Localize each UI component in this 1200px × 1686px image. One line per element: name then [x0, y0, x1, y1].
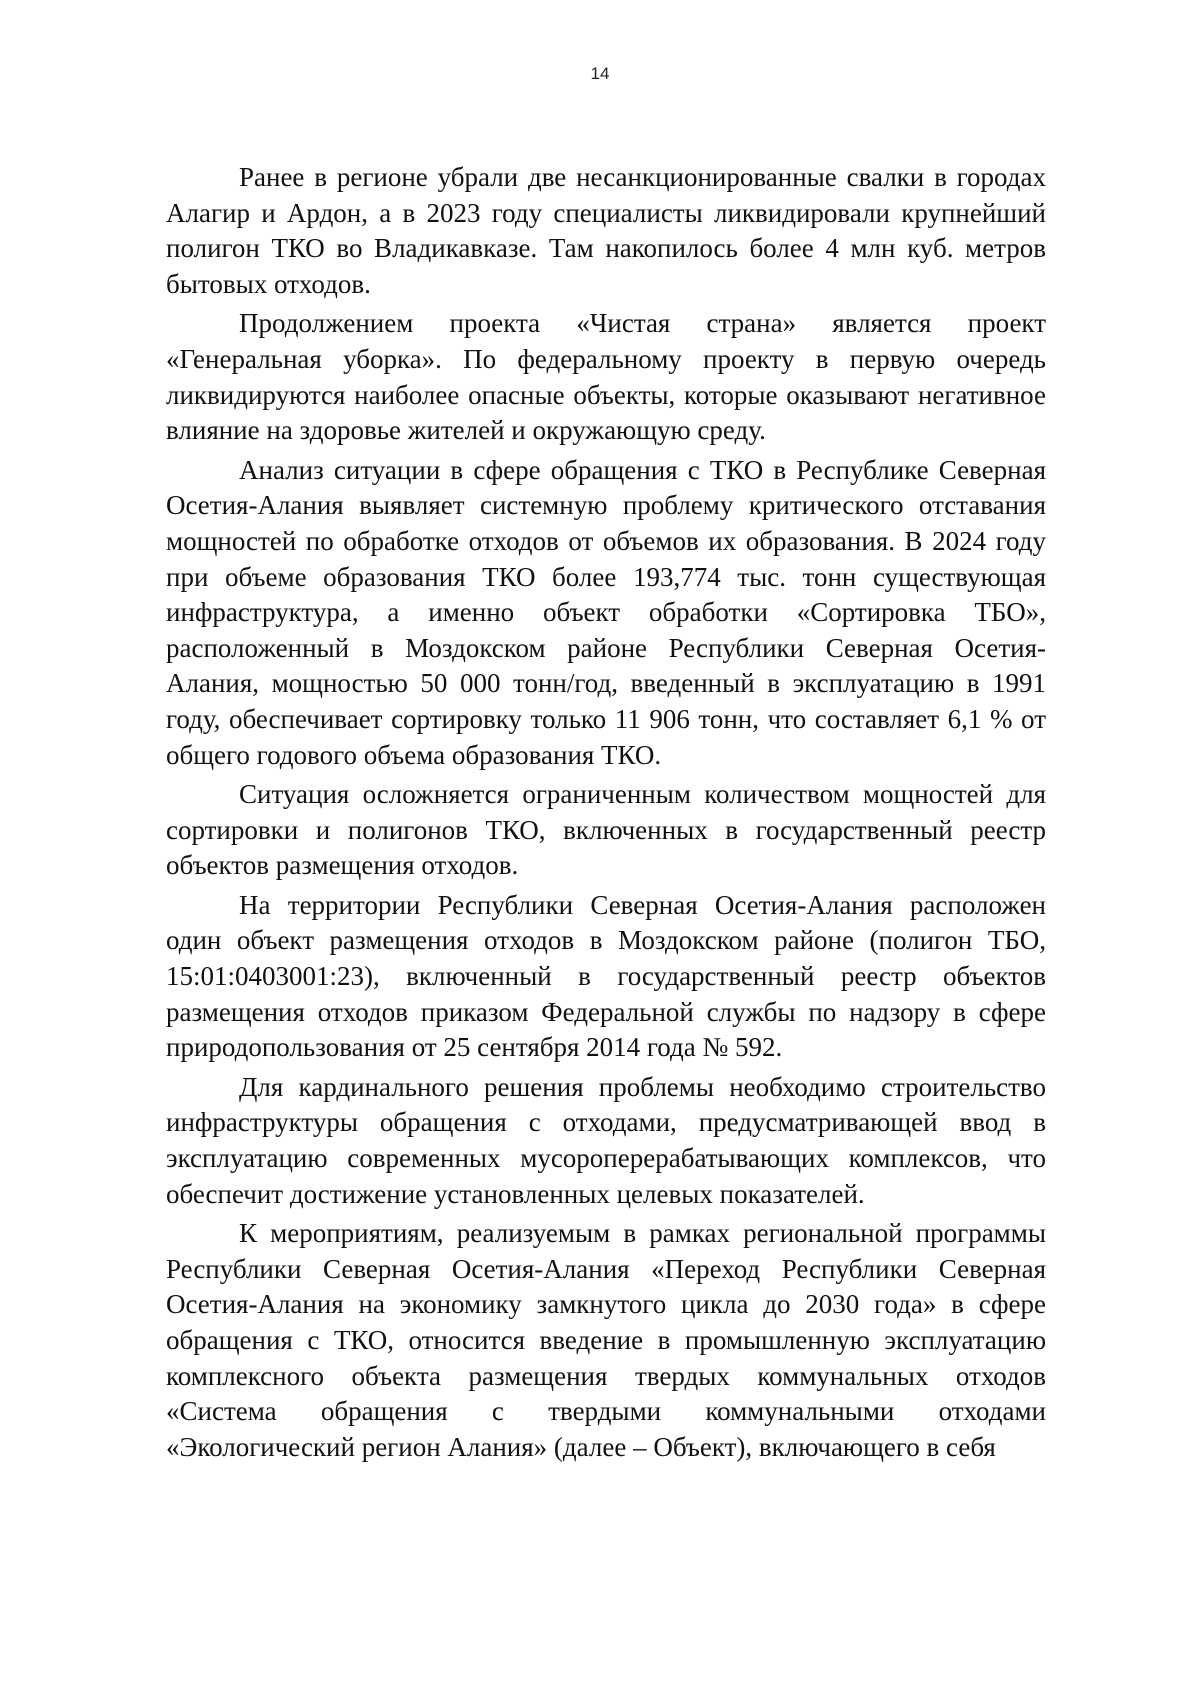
paragraph-7: К мероприятиям, реализуемым в рамках региональной программы Республики Северная Осетия-Алания «Переход Республики Северная Осетия-Алания на экономику замкнутого цикла до 2030 года» в сфере обращения с ТКО, относится введение в промышленную эксплуатацию комплексного объекта размещения твердых коммунальных отходов «Система обращения с твердыми коммунальными отходами «Экологический регион Алания» (далее – Объект), включающего в себя — [166, 1218, 1046, 1462]
paragraph-3: Анализ ситуации в сфере обращения с ТКО в Республике Северная Осетия-Алания выявляет системную проблему критического отставания мощностей по обработке отходов от объемов их образования. В 2024 году при объеме образования ТКО более 193,774 тыс. тонн существующая инфраструктура, а именно объект обработки «Сортировка ТБО», расположенный в Моздокском районе Республики Северная Осетия-Алания, мощностью 50 000 тонн/год, введенный в эксплуатацию в 1991 году, обеспечивает сортировку только 11 906 тонн, что составляет 6,1 % от общего годового объема образования ТКО. — [166, 454, 1046, 770]
paragraph-4: Ситуация осложняется ограниченным количеством мощностей для сортировки и полигонов ТКО, включенных в государственный реестр объектов размещения отходов. — [166, 779, 1046, 881]
document-body — [166, 160, 1046, 1469]
paragraph-5: На территории Республики Северная Осетия-Алания расположен один объект размещения отходов в Моздокском районе (полигон ТБО, 15:01:0403001:23), включенный в государственный реестр объектов размещения отходов приказом Федеральной службы по надзору в сфере природопользования от 25 сентября 2014 года № 592. — [166, 889, 1046, 1063]
paragraph-6: Для кардинального решения проблемы необходимо строительство инфраструктуры обращения с отходами, предусматривающей ввод в эксплуатацию современных мусороперерабатывающих комплексов, что обеспечит достижение установленных целевых показателей. — [166, 1071, 1046, 1209]
page-number: 14 — [590, 64, 610, 83]
paragraph-2: Продолжением проекта «Чистая страна» является проект «Генеральная уборка». По федеральному проекту в первую очередь ликвидируются наиболее опасные объекты, которые оказывают негативное влияние на здоровье жителей и окружающую среду. — [166, 308, 1046, 446]
paragraph-1: Ранее в регионе убрали две несанкционированные свалки в городах Алагир и Ардон, а в 2023 году специалисты ликвидировали крупнейший полигон ТКО во Владикавказе. Там накопилось более 4 млн куб. метров бытовых отходов. — [166, 162, 1046, 299]
